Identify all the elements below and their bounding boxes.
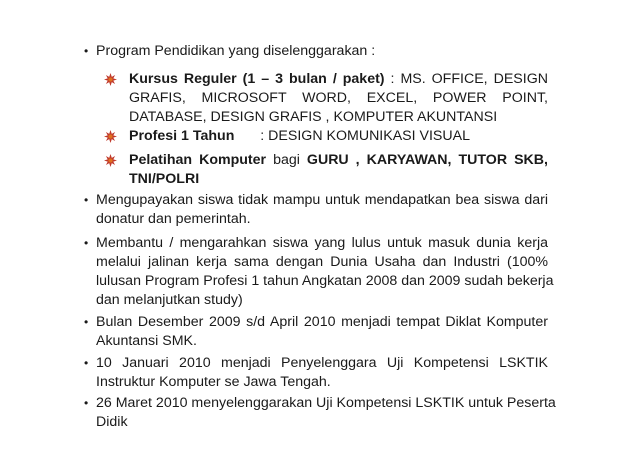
bullet-dot: • (84, 236, 89, 250)
bullet-dot: • (84, 356, 89, 370)
bullet-3-line-1: Bulan Desember 2009 s/d April 2010 menjadi tempat Diklat Komputer (96, 314, 548, 330)
profesi-title: Profesi 1 Tahun (129, 128, 235, 144)
bullet-2-line-2: melalui jalinan kerja sama dengan Dunia Usaha dan Industri (100% (96, 254, 548, 270)
pelatihan-targets: GURU , KARYAWAN, TUTOR SKB, (306, 152, 548, 168)
pelatihan-line-1 (129, 151, 548, 170)
bullet-dot: • (84, 44, 89, 58)
profesi-program: : DESIGN KOMUNIKASI VISUAL (260, 128, 470, 144)
bullet-2-line-3: lulusan Program Profesi 1 tahun Angkatan 2008 dan 2009 sudah bekerja (96, 273, 554, 289)
kursus-items: : MS. OFFICE, DESIGN (390, 71, 548, 87)
bullet-5-line-1: 26 Maret 2010 menyelenggarakan Uji Kompetensi LSKTIK untuk Peserta (96, 395, 556, 411)
bullet-3-line-2: Akuntansi SMK. (96, 333, 197, 349)
bullet-dot: • (84, 396, 89, 410)
profesi-line (129, 127, 548, 146)
kursus-title: Kursus Reguler (1 – 3 bulan / paket) (129, 71, 385, 87)
bullet-2-line-4: dan melanjutkan study) (96, 292, 243, 308)
pelatihan-line-2 (129, 170, 548, 189)
bullet-dot: • (84, 193, 89, 207)
bullet-5-line-2: Didik (96, 414, 128, 430)
star-burst-icon (104, 73, 117, 86)
kursus-line-1 (129, 70, 548, 89)
pelatihan-target-2: TNI/POLRI (129, 171, 200, 187)
kursus-line-3: DATABASE, DESIGN GRAFIS , KOMPUTER AKUNTANSI (129, 109, 498, 125)
pelatihan-title: Pelatihan Komputer (129, 152, 267, 168)
bullet-dot: • (84, 315, 89, 329)
bullet-4-line-2: Instruktur Komputer se Jawa Tengah. (96, 374, 331, 390)
star-burst-icon (104, 130, 117, 143)
bullet-1-line-2: donatur dan pemerintah. (96, 211, 251, 227)
kursus-line-2: GRAFIS, MICROSOFT WORD, EXCEL, POWER POINT, (129, 90, 548, 106)
bullet-4-line-1: 10 Januari 2010 menjadi Penyelenggara Uji Kompetensi LSKTIK (96, 355, 548, 371)
star-burst-icon (104, 154, 117, 167)
intro-text: Program Pendidikan yang diselenggarakan : (96, 43, 376, 59)
bullet-2-line-1: Membantu / mengarahkan siswa yang lulus untuk masuk dunia kerja (96, 235, 548, 251)
bullet-1-line-1: Mengupayakan siswa tidak mampu untuk mendapatkan bea siswa dari (96, 192, 548, 208)
pelatihan-bagi: bagi (273, 152, 300, 168)
